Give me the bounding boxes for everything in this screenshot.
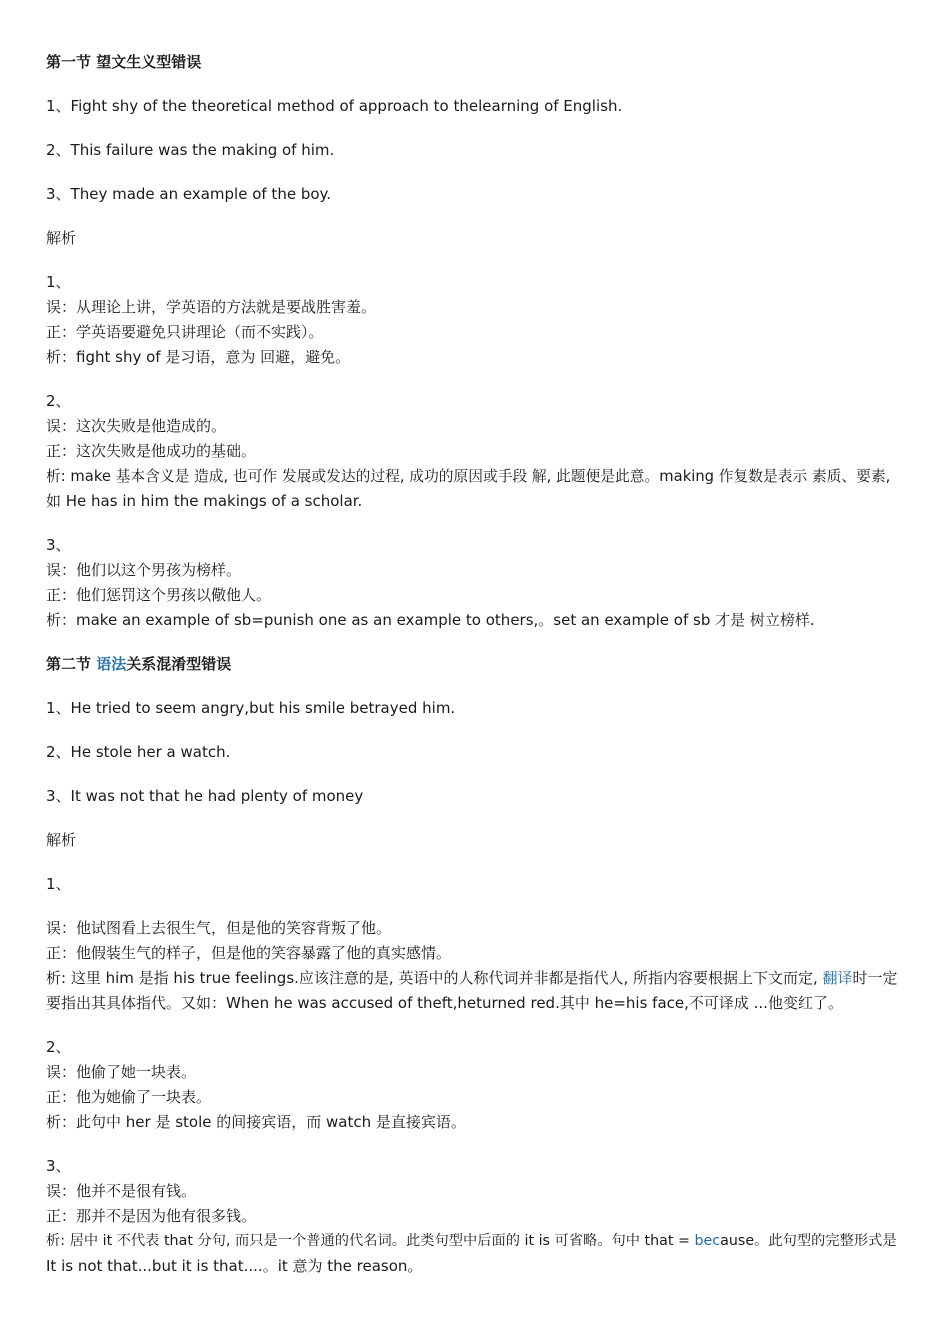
analysis-wrong: 误：他偷了她一块表。 <box>46 1063 197 1081</box>
because-link[interactable]: bec <box>694 1233 721 1249</box>
analysis-wrong: 误：他试图看上去很生气，但是他的笑容背叛了他。 <box>46 919 392 937</box>
analysis-wrong: 误：他们以这个男孩为榜样。 <box>46 561 242 579</box>
analysis-note: 析：make an example of sb=punish one as an example to others,。set an example of sb 才是 树立榜样. <box>46 611 815 629</box>
analysis-number: 2、 <box>46 1038 71 1056</box>
section2-title-suffix: 关系混淆型错误 <box>126 655 232 673</box>
analysis-right: 正：他们惩罚这个男孩以儆他人。 <box>46 586 272 604</box>
section1-question-2: 2、This failure was the making of him. <box>46 141 335 159</box>
analysis-note-text: 析: 居中 it 不代表 that 分句, 而只是一个普通的代名词。此类句型中后面的 it is 可省略。句中 that = <box>46 1233 695 1249</box>
section2-analysis-item-2 <box>46 1035 904 1135</box>
section2-analysis-label: 解析 <box>46 831 77 849</box>
analysis-number: 3、 <box>46 536 71 554</box>
section1-heading <box>46 50 904 75</box>
section1-analysis-item-2 <box>46 389 904 514</box>
section2-question-2: 2、He stole her a watch. <box>46 743 231 761</box>
section1-title-main: 望文生义型错误 <box>96 53 202 71</box>
analysis-note <box>46 966 904 991</box>
analysis-right: 正：那并不是因为他有很多钱。 <box>46 1207 257 1225</box>
section1-analysis-item-3 <box>46 533 904 633</box>
analysis-note-text-end: 时一定 <box>852 969 898 987</box>
analysis-right: 正：这次失败是他成功的基础。 <box>46 442 257 460</box>
section2-analysis-item-1 <box>46 916 904 1016</box>
analysis-number: 2、 <box>46 392 71 410</box>
analysis-right: 正：他假装生气的样子，但是他的笑容暴露了他的真实感情。 <box>46 944 452 962</box>
translation-link[interactable]: 翻译 <box>822 969 853 987</box>
analysis-note-text: 析: 这里 him 是指 his true feelings.应该注意的是, 英语中的人称代词并非都是指代人, 所指内容要根据上下文而定, <box>46 969 823 987</box>
section2-analysis-number-1: 1、 <box>46 875 71 893</box>
analysis-note: 析：fight shy of 是习语，意为 回避，避免。 <box>46 348 351 366</box>
section1-analysis-item-1 <box>46 270 904 370</box>
analysis-note-continued: It is not that...but it is that....。it 意为 the reason。 <box>46 1257 423 1275</box>
section2-question-1: 1、He tried to seem angry,but his smile betrayed him. <box>46 699 456 717</box>
analysis-wrong: 误：从理论上讲，学英语的方法就是要战胜害羞。 <box>46 298 377 316</box>
section2-question-3: 3、It was not that he had plenty of money <box>46 787 364 805</box>
analysis-number: 1、 <box>46 273 71 291</box>
analysis-note-continued: 要指出其具体指代。又如：When he was accused of theft,heturned red.其中 he=his face,不可译成 ...他变红了。 <box>46 994 843 1012</box>
analysis-number: 3、 <box>46 1157 71 1175</box>
section1-question-3: 3、They made an example of the boy. <box>46 185 332 203</box>
grammar-link[interactable]: 语法 <box>96 655 127 673</box>
analysis-note <box>46 1229 904 1254</box>
section2-analysis-item-3 <box>46 1154 904 1279</box>
section1-question-1: 1、Fight shy of the theoretical method of approach to thelearning of English. <box>46 97 623 115</box>
section2-title-prefix: 第二节 <box>46 655 97 673</box>
analysis-right: 正：他为她偷了一块表。 <box>46 1088 212 1106</box>
analysis-right: 正：学英语要避免只讲理论（而不实践）。 <box>46 323 324 341</box>
section1-title-prefix: 第一节 <box>46 53 97 71</box>
analysis-note: 析: make 基本含义是 造成, 也可作 发展或发达的过程, 成功的原因或手段 解, 此题便是此意。making 作复数是表示 素质、要素, <box>46 468 891 485</box>
analysis-note-continued: 如 He has in him the makings of a scholar. <box>46 492 363 510</box>
analysis-note: 析：此句中 her 是 stole 的间接宾语，而 watch 是直接宾语。 <box>46 1113 466 1131</box>
analysis-wrong: 误：这次失败是他造成的。 <box>46 417 227 435</box>
section1-analysis-label: 解析 <box>46 229 77 247</box>
analysis-note-text-end: ause。此句型的完整形式是 <box>720 1233 897 1249</box>
analysis-wrong: 误：他并不是很有钱。 <box>46 1182 197 1200</box>
section2-heading <box>46 652 904 677</box>
